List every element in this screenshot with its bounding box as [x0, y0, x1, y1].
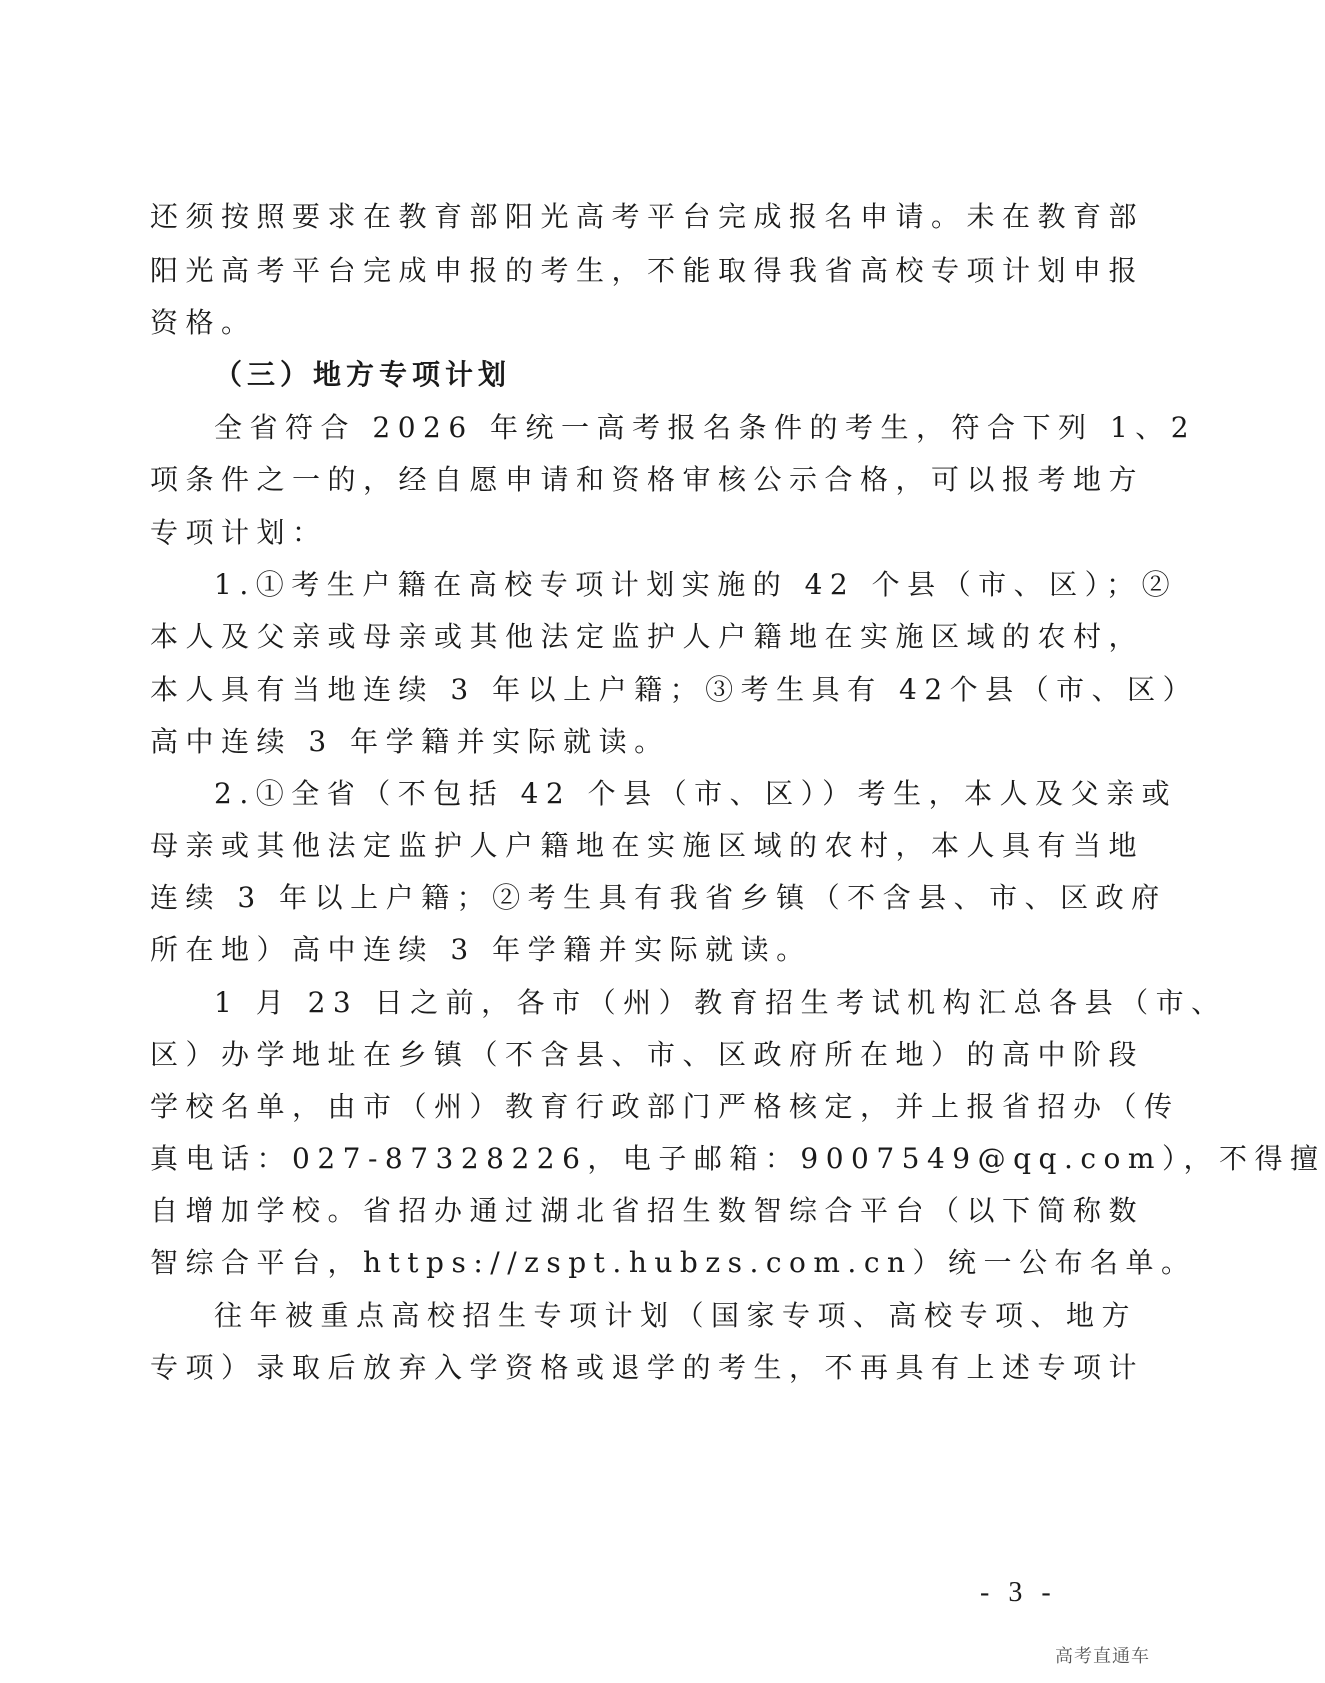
paragraph-line: 高中连续 3 年学籍并实际就读。 — [150, 725, 670, 758]
paragraph-line: 学校名单，由市（州）教育行政部门严格核定，并上报省招办（传 — [150, 1090, 1180, 1123]
paragraph-line: 母亲或其他法定监护人户籍地在实施区域的农村，本人具有当地 — [150, 829, 1145, 862]
paragraph-line: 2.①全省（不包括 42 个县（市、区））考生，本人及父亲或 — [214, 777, 1178, 810]
paragraph-line: 自增加学校。省招办通过湖北省招生数智综合平台（以下简称数 — [150, 1194, 1145, 1227]
paragraph-line: 连续 3 年以上户籍；②考生具有我省乡镇（不含县、市、区政府 — [150, 881, 1167, 914]
paragraph-line: 阳光高考平台完成申报的考生，不能取得我省高校专项计划申报 — [150, 254, 1145, 287]
watermark: 高考直通车 — [1055, 1646, 1150, 1667]
paragraph-line: 真电话：027-87328226，电子邮箱：9007549@qq.com），不得擅 — [150, 1142, 1325, 1175]
paragraph-line: 全省符合 2026 年统一高考报名条件的考生，符合下列 1、2 — [214, 411, 1197, 444]
paragraph-line: 项条件之一的，经自愿申请和资格审核公示合格，可以报考地方 — [150, 463, 1145, 496]
page-number: - 3 - — [980, 1577, 1057, 1608]
paragraph-line: 1.①考生户籍在高校专项计划实施的 42 个县（市、区）；② — [214, 568, 1178, 601]
paragraph-line: 1 月 23 日之前，各市（州）教育招生考试机构汇总各县（市、 — [214, 986, 1227, 1019]
paragraph-line: 资格。 — [150, 306, 257, 339]
paragraph-line: 区）办学地址在乡镇（不含县、市、区政府所在地）的高中阶段 — [150, 1038, 1145, 1071]
paragraph-line: 智综合平台，https://zspt.hubzs.com.cn）统一公布名单。 — [150, 1246, 1197, 1279]
paragraph-line: 本人具有当地连续 3 年以上户籍；③考生具有 42个县（市、区） — [150, 673, 1199, 706]
paragraph-line: 本人及父亲或母亲或其他法定监护人户籍地在实施区域的农村， — [150, 620, 1145, 653]
paragraph-line: 所在地）高中连续 3 年学籍并实际就读。 — [150, 933, 812, 966]
paragraph-line: 还须按照要求在教育部阳光高考平台完成报名申请。未在教育部 — [150, 200, 1145, 233]
paragraph-line: 专项计划： — [150, 516, 328, 549]
paragraph-line: 专项）录取后放弃入学资格或退学的考生，不再具有上述专项计 — [150, 1351, 1145, 1384]
section-heading: （三）地方专项计划 — [214, 358, 512, 391]
paragraph-line: 往年被重点高校招生专项计划（国家专项、高校专项、地方 — [214, 1299, 1138, 1332]
